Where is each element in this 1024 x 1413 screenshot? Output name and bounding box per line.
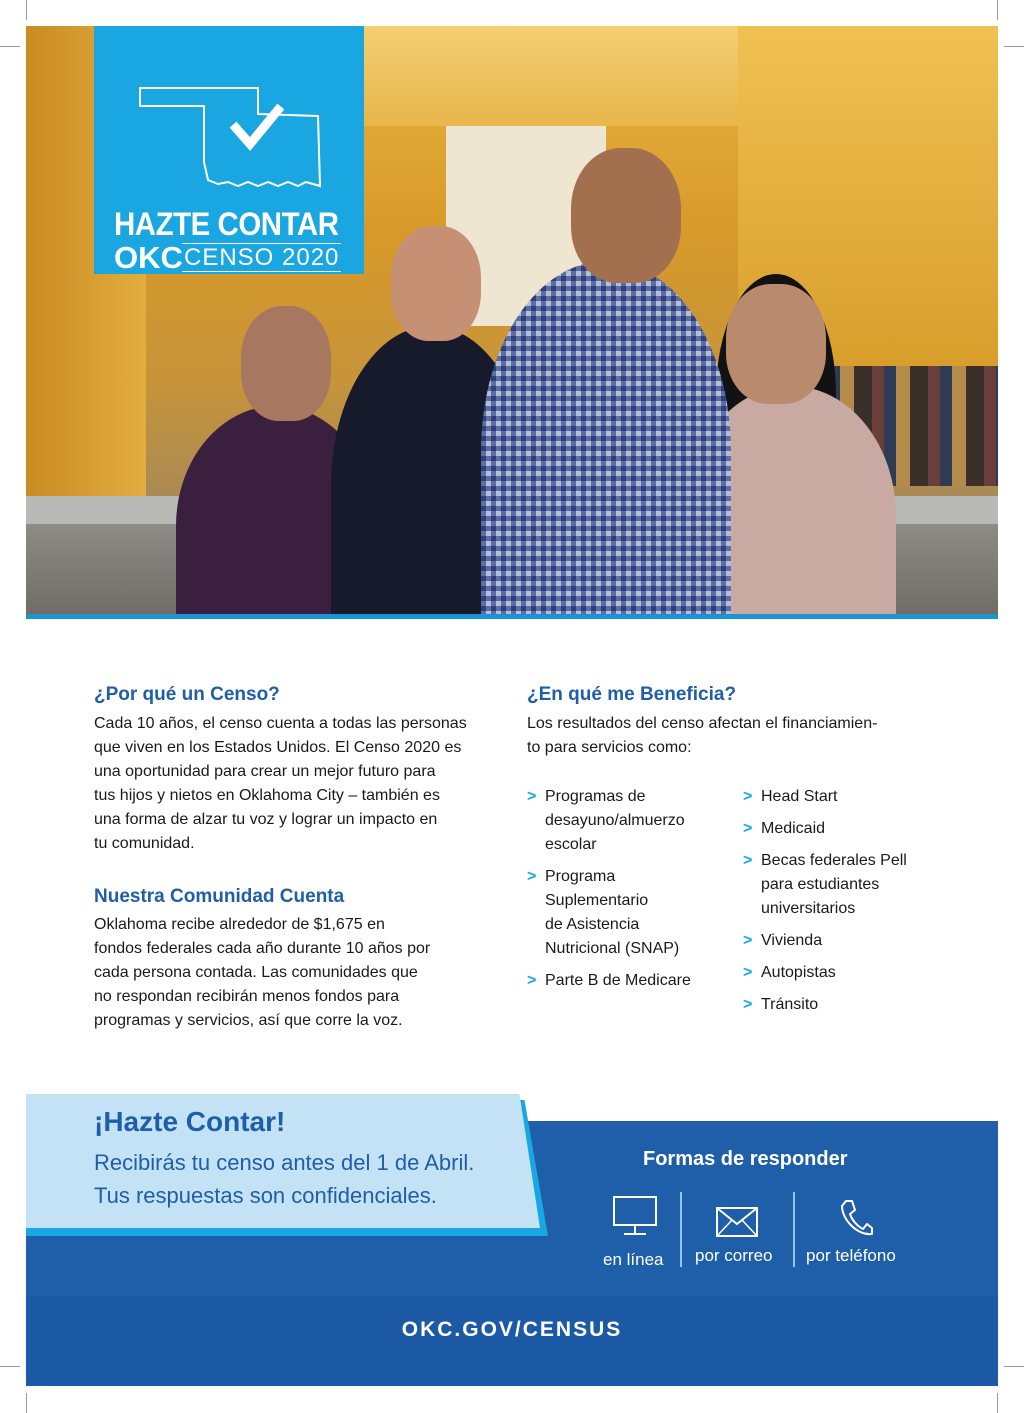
list-item-text: Parte B de Medicare xyxy=(545,972,691,989)
phone-icon xyxy=(838,1198,874,1238)
bullet-chevron-icon: > xyxy=(743,996,753,1013)
why-heading: ¿Por qué un Censo? xyxy=(94,684,280,705)
list-item-text: de Asistencia xyxy=(545,916,640,933)
bullet-chevron-icon: > xyxy=(743,932,753,949)
community-line: no respondan recibirán menos fondos para xyxy=(94,988,400,1005)
footer-url[interactable]: OKC.GOV/CENSUS xyxy=(401,1318,623,1341)
list-item-text: universitarios xyxy=(761,900,856,917)
crop-mark xyxy=(1004,1366,1024,1367)
person-body xyxy=(481,261,731,614)
cta-title: ¡Hazte Contar! xyxy=(94,1106,286,1137)
checkmark-icon xyxy=(236,110,278,144)
community-paragraph xyxy=(94,913,430,1033)
list-item-text: para estudiantes xyxy=(761,876,880,893)
logo-censo: CENSO 2020 xyxy=(184,244,340,271)
person-head xyxy=(726,284,826,404)
bullet-chevron-icon: > xyxy=(527,788,537,805)
list-item-text: Head Start xyxy=(761,788,838,805)
respond-online-label: en línea xyxy=(603,1250,664,1269)
respond-phone-label: por teléfono xyxy=(806,1246,896,1265)
respond-divider xyxy=(793,1192,795,1267)
respond-divider xyxy=(680,1192,682,1267)
list-item xyxy=(527,865,691,961)
bullet-chevron-icon: > xyxy=(743,820,753,837)
list-item-text: Vivienda xyxy=(761,932,823,949)
list-item-text: Medicaid xyxy=(761,820,826,837)
community-heading: Nuestra Comunidad Cuenta xyxy=(94,886,345,907)
crop-mark xyxy=(997,1393,998,1413)
list-item-text: escolar xyxy=(545,836,597,853)
respond-heading: Formas de responder xyxy=(643,1148,848,1170)
list-item xyxy=(743,993,907,1017)
why-paragraph xyxy=(94,712,467,856)
list-item-text: Becas federales Pell xyxy=(761,852,907,869)
benefit-paragraph xyxy=(527,712,877,760)
census-logo xyxy=(94,26,364,274)
benefit-list-right xyxy=(743,785,907,1025)
crop-mark xyxy=(0,1366,20,1367)
list-item-text: Nutricional (SNAP) xyxy=(545,940,680,957)
list-item xyxy=(743,817,907,841)
logo-okc: OKC xyxy=(114,240,183,275)
list-item xyxy=(743,785,907,809)
crop-mark xyxy=(26,0,27,20)
why-line: una forma de alzar tu voz y lograr un impacto en xyxy=(94,811,438,828)
crop-mark xyxy=(26,1393,27,1413)
why-line: tu comunidad. xyxy=(94,835,195,852)
community-line: cada persona contada. Las comunidades que xyxy=(94,964,418,981)
cta-line-1: Recibirás tu censo antes del 1 de Abril. xyxy=(94,1150,475,1175)
bullet-chevron-icon: > xyxy=(527,972,537,989)
benefit-list-left xyxy=(527,785,691,1001)
community-line: programas y servicios, así que corre la voz. xyxy=(94,1012,403,1029)
list-item-text: Programas de xyxy=(545,788,646,805)
respond-mail-label: por correo xyxy=(695,1246,773,1265)
crop-mark xyxy=(1004,46,1024,47)
person-head xyxy=(391,226,481,341)
benefit-heading: ¿En qué me Beneficia? xyxy=(527,684,737,705)
hero-divider xyxy=(26,614,998,619)
why-line: Cada 10 años, el censo cuenta a todas las personas xyxy=(94,715,467,732)
list-item xyxy=(743,849,907,921)
bullet-chevron-icon: > xyxy=(743,964,753,981)
why-line: tus hijos y nietos en Oklahoma City – también es xyxy=(94,787,440,804)
why-line: que viven en los Estados Unidos. El Censo 2020 es xyxy=(94,739,462,756)
envelope-icon xyxy=(715,1206,759,1238)
crop-mark xyxy=(997,0,998,20)
community-line: Oklahoma recibe alrededor de $1,675 en xyxy=(94,916,385,933)
oklahoma-outline-icon xyxy=(138,86,323,196)
computer-monitor-icon xyxy=(612,1195,658,1237)
benefit-line: Los resultados del censo afectan el financiamien- xyxy=(527,715,878,732)
list-item xyxy=(527,969,691,993)
person-head xyxy=(571,148,681,283)
why-line: una oportunidad para crear un mejor futuro para xyxy=(94,763,436,780)
bullet-chevron-icon: > xyxy=(527,868,537,885)
community-line: fondos federales cada año durante 10 años por xyxy=(94,940,431,957)
list-item-text: Autopistas xyxy=(761,964,836,981)
logo-title: HAZTE CONTAR xyxy=(114,206,339,242)
list-item-text: desayuno/almuerzo xyxy=(545,812,685,829)
list-item xyxy=(743,929,907,953)
bullet-chevron-icon: > xyxy=(743,852,753,869)
list-item-text: Programa xyxy=(545,868,616,885)
person-head xyxy=(241,306,331,421)
cta-line-2: Tus respuestas son confidenciales. xyxy=(94,1183,437,1208)
bullet-chevron-icon: > xyxy=(743,788,753,805)
list-item-text: Tránsito xyxy=(761,996,819,1013)
list-item xyxy=(527,785,691,857)
benefit-line: to para servicios como: xyxy=(527,739,692,756)
list-item-text: Suplementario xyxy=(545,892,649,909)
list-item xyxy=(743,961,907,985)
crop-mark xyxy=(0,46,20,47)
